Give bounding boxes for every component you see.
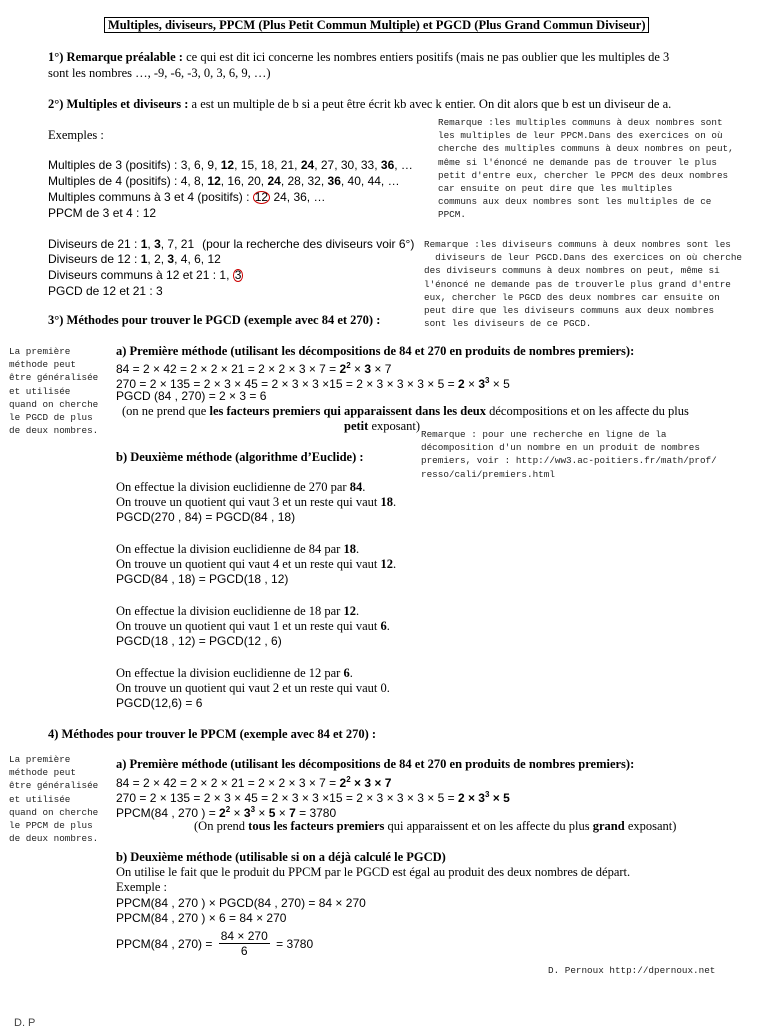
section-1-label: 1°) Remarque préalable : bbox=[48, 50, 183, 64]
euclid-step-4: On effectue la division euclidienne de 12 par 6. On trouve un quotient qui vaut 2 et un reste qui vaut 0. PGCD(12,6) = 6 bbox=[116, 666, 390, 710]
pgcd-note-line2: petit exposant) bbox=[344, 419, 421, 433]
ppcm-equation-2: PPCM(84 , 270 ) × 6 = 84 × 270 bbox=[116, 911, 287, 925]
circled-3: 3 bbox=[234, 268, 242, 282]
ppcm-equation-1: PPCM(84 , 270 ) × PGCD(84 , 270) = 84 × 270 bbox=[116, 896, 366, 910]
pgcd-84-decomposition: $84 = 2 \times 42 = 2 \times 2 \times 21 = 2 \times 2 \times 3 \times 7 = 2^2 \times 3 \times 7$ bbox=[116, 361, 392, 376]
page-title: Multiples, diviseurs, PPCM (Plus Petit Commun Multiple) et PGCD (Plus Grand Commun Diviseur) bbox=[104, 17, 649, 33]
pgcd-270-decomposition: $270 = 2 \times 135 = 2 \times 3 \times 45 = 2 \times 3 \times 3 \times 15 = 2 \times 3 \times 3 \times 3 \times 5 = 2 \times 3^3 \times 5$ bbox=[116, 376, 510, 391]
section-2-intro: 2°) Multiples et diviseurs : a est un multiple de b si a peut être écrit kb avec k entier. On dit alors que b est un diviseur de a. bbox=[48, 97, 672, 111]
ppcm-result: PPCM(84 , 270 ) = $2^2 \times 3^3 \times 5 \times 7 = 3780$ bbox=[116, 805, 337, 820]
common-divisors: Diviseurs communs à 12 et 21 : 1, 3 bbox=[48, 268, 242, 282]
side-note-ppcm: La première méthode peut être généralisée et utilisée quand on cherche le PPCM de plus de deux nombres. bbox=[9, 754, 99, 845]
euclid-step-1: On effectue la division euclidienne de 270 par 84. On trouve un quotient qui vaut 3 et un reste qui vaut 18. PGCD(270 , 84) = PGCD(84 , 18) bbox=[116, 480, 397, 524]
euclid-step-3: On effectue la division euclidienne de 18 par 12. On trouve un quotient qui vaut 1 et un reste qui vaut 6. PGCD(18 , 12) = PGCD(12 , 6) bbox=[116, 604, 390, 648]
examples-label: Exemples : bbox=[48, 128, 104, 142]
common-multiples: Multiples communs à 3 et 4 (positifs) : 12 24, 36, … bbox=[48, 190, 326, 204]
note-pgcd: Remarque :les diviseurs communs à deux nombres sont les diviseurs de leur PGCD.Dans des exercices on où cherche des diviseurs communs à deux nombres on peut, même si l'énoncé ne demande pas de trouverle plus grand d'entre eux, chercher le PGCD des deux nombres car ensuite on peut dire que les diviseurs communs aux deux nombres sont les diviseurs de ce PGCD. bbox=[424, 239, 743, 330]
note-web: Remarque : pour une recherche en ligne de la décomposition d'un nombre en un produit de nombres premiers, voir : http://ww3.ac-poitiers.fr/math/prof/ resso/cali/premiers.html bbox=[421, 429, 717, 480]
divisors-of-12: Diviseurs de 12 : 1, 2, 3, 4, 6, 12 bbox=[48, 252, 221, 266]
fraction: $\frac{84 \times 270}{6}$ bbox=[220, 929, 268, 959]
section-1-line1: 1°) Remarque préalable : ce qui est dit ici concerne les nombres entiers positifs (mais ne pas oublier que les multiples de 3 bbox=[48, 50, 670, 64]
ppcm-270-decomposition: $270 = 2 \times 135 = 2 \times 3 \times 45 = 2 \times 3 \times 3 \times 15 = 2 \times 3 \times 3 \times 3 \times 5 = 2 \times 3^3 \times 5$ bbox=[116, 790, 510, 805]
section-3-heading: 3°) Méthodes pour trouver le PGCD (exemple avec 84 et 270) : bbox=[48, 313, 381, 327]
section-4-heading: 4) Méthodes pour trouver le PPCM (exemple avec 84 et 270) : bbox=[48, 727, 377, 741]
pgcd-result: PGCD (84 , 270) = 2 × 3 = 6 bbox=[116, 389, 267, 403]
side-note-pgcd: La première méthode peut être généralisée et utilisée quand on cherche le PGCD de plus de deux nombres. bbox=[9, 346, 99, 437]
note-ppcm: Remarque :les multiples communs à deux nombres sont les multiples de leur PPCM.Dans des exercices on où cherche des multiples communs à deux nombres on peut, même si l'énoncé ne demande pas de trouver le plus petit d'entre eux, chercher le PPCM des deux nombres car ensuite on peut dire que les multiples communs aux deux nombres sont les multiples de ce PPCM. bbox=[438, 117, 734, 221]
pgcd-method-a-heading: a) Première méthode (utilisant les décompositions de 84 et 270 en produits de nombres premiers): bbox=[116, 344, 635, 358]
euclid-step-2: On effectue la division euclidienne de 84 par 18. On trouve un quotient qui vaut 4 et un reste qui vaut 12. PGCD(84 , 18) = PGCD(18 , 12) bbox=[116, 542, 397, 586]
multiples-of-3: Multiples de 3 (positifs) : 3, 6, 9, 12, 15, 18, 21, 24, 27, 30, 33, 36, … bbox=[48, 158, 413, 172]
ppcm-equation-3: PPCM(84 , 270) = $\frac{84 \times 270}{6}$ = 3780 bbox=[116, 929, 314, 959]
pgcd-note-line1: (on ne prend que les facteurs premiers qui apparaissent dans les deux décompositions et on les affecte du plus bbox=[122, 404, 689, 418]
ppcm-example-label: Exemple : bbox=[116, 880, 168, 894]
ppcm-note: (On prend tous les facteurs premiers qui apparaissent et on les affecte du plus grand exposant) bbox=[194, 819, 677, 833]
ppcm-84-decomposition: $84 = 2 \times 42 = 2 \times 2 \times 21 = 2 \times 2 \times 3 \times 7 = 2^2 \times 3 \times 7$ bbox=[116, 775, 392, 790]
ppcm-method-b-heading: b) Deuxième méthode (utilisable si on a déjà calculé le PGCD) bbox=[116, 850, 446, 864]
footer-bottom: D. P bbox=[14, 1017, 36, 1029]
ppcm-method-b-text: On utilise le fait que le produit du PPCM par le PGCD est égal au produit des deux nombres de départ. bbox=[116, 865, 631, 879]
ppcm-method-a-heading: a) Première méthode (utilisant les décompositions de 84 et 270 en produits de nombres premiers): bbox=[116, 757, 635, 771]
section-2-label: 2°) Multiples et diviseurs : bbox=[48, 97, 189, 111]
pgcd-12-21: PGCD de 12 et 21 : 3 bbox=[48, 284, 163, 298]
circled-12: 12 bbox=[254, 190, 269, 204]
multiples-of-4: Multiples de 4 (positifs) : 4, 8, 12, 16, 20, 24, 28, 32, 36, 40, 44, … bbox=[48, 174, 400, 188]
section-1-line2: sont les nombres …, -9, -6, -3, 0, 3, 6, 9, …) bbox=[48, 66, 271, 80]
divisors-of-21: Diviseurs de 21 : 1, 3, 7, 21 (pour la recherche des diviseurs voir 6°) bbox=[48, 237, 415, 251]
ppcm-3-4: PPCM de 3 et 4 : 12 bbox=[48, 206, 157, 220]
footer-credit: D. Pernoux http://dpernoux.net bbox=[548, 965, 716, 976]
pgcd-method-b-heading: b) Deuxième méthode (algorithme d’Euclide) : bbox=[116, 450, 364, 464]
